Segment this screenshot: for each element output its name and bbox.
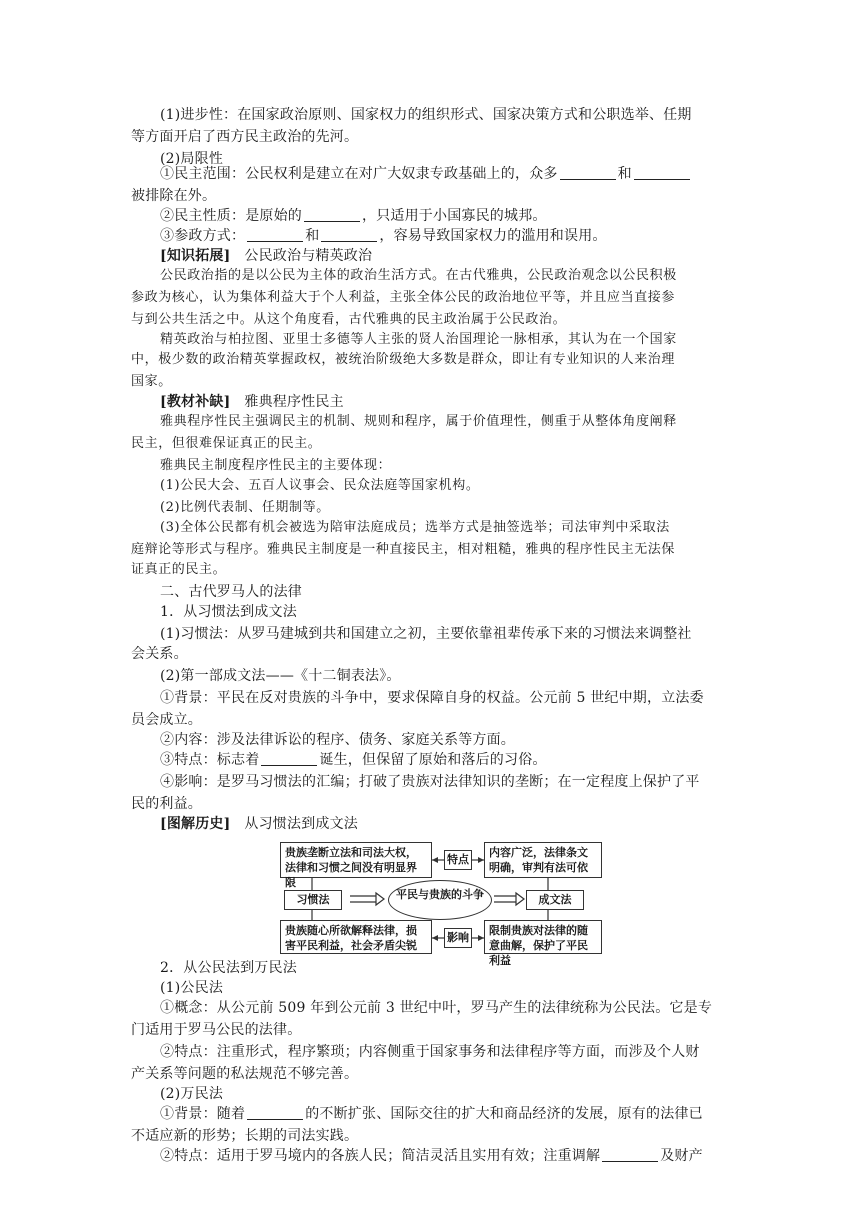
- diagram-label-traits: 特点: [444, 850, 472, 870]
- text-line: ③特点：标志着 诞生，但保留了原始和落后的习俗。: [160, 752, 547, 768]
- text-line: 精英政治与柏拉图、亚里士多德等人主张的贤人治国理论一脉相承，其认为在一个国家: [160, 332, 677, 347]
- text-line: (2)比例代表制、任期制等。: [160, 500, 330, 515]
- text-line: 与到公共生活之中。从这个角度看，古代雅典的民主政治属于公民政治。: [131, 312, 567, 327]
- fill-blank[interactable]: [247, 1105, 303, 1120]
- text-line: (2)万民法: [160, 1086, 224, 1102]
- text-line: 民的利益。: [131, 796, 202, 812]
- text-line: ④影响：是罗马习惯法的汇编；打破了贵族对法律知识的垄断；在一定程度上保护了平: [160, 774, 700, 790]
- diagram-box-customary-traits: 贵族垄断立法和司法大权，法律和习惯之间没有明显界限: [280, 842, 432, 878]
- text-line: 等方面开启了西方民主政治的先河。: [131, 129, 359, 145]
- text-line: ①民主范围：公民权利是建立在对广大奴隶专政基础上的，众多 和: [160, 164, 860, 184]
- section-heading: [教材补缺] 雅典程序性民主: [160, 394, 344, 410]
- text-line: 雅典程序性民主强调民主的机制、规则和程序，属于价值理性，侧重于从整体角度阐释: [160, 414, 677, 429]
- text-line: (2)第一部成文法——《十二铜表法》。: [160, 668, 401, 684]
- law-evolution-diagram: [280, 838, 602, 967]
- fill-blank[interactable]: [560, 165, 616, 180]
- text-line: 公民政治指的是以公民为主体的政治生活方式。在古代雅典，公民政治观念以公民积极: [160, 268, 677, 283]
- text-line: ②民主性质：是原始的 ，只适用于小国寡民的城邦。: [160, 208, 547, 224]
- text-line: (1)进步性：在国家政治原则、国家权力的组织形式、国家决策方式和公职选举、任期: [160, 107, 692, 123]
- text-line: ①背景：平民在反对贵族的斗争中，要求保障自身的权益。公元前 5 世纪中期，立法委: [160, 690, 704, 706]
- text-line: (1)公民大会、五百人议事会、民众法庭等国家机构。: [160, 478, 480, 493]
- text-line: (1)习惯法：从罗马建城到共和国建立之初，主要依靠祖辈传承下来的习惯法来调整社: [160, 626, 692, 642]
- text-line: 被排除在外。: [131, 188, 217, 204]
- text-line: ②特点：适用于罗马境内的各族人民；简洁灵活且实用有效；注重调解 及财产: [160, 1148, 703, 1164]
- text-line: 员会成立。: [131, 712, 202, 728]
- subsection-heading: 2．从公民法到万民法: [160, 960, 297, 976]
- text-line: 庭辩论等形式与程序。雅典民主制度是一种直接民主，相对粗糙，雅典的程序性民主无法保: [131, 542, 676, 557]
- text-line: 会关系。: [131, 646, 188, 662]
- fill-blank[interactable]: [261, 751, 317, 766]
- text-line: 证真正的民主。: [131, 562, 227, 577]
- diagram-node-struggle: 平民与贵族的斗争: [388, 880, 492, 920]
- section-heading: [图解历史] 从习惯法到成文法: [160, 816, 359, 832]
- text-line: ①概念：从公元前 509 年到公元前 3 世纪中叶，罗马产生的法律统称为公民法。它是专: [160, 1000, 713, 1016]
- diagram-node-customary-law: 习惯法: [284, 890, 342, 910]
- text-line: 门适用于罗马公民的法律。: [131, 1022, 302, 1038]
- text-line: ②内容：涉及法律诉讼的程序、债务、家庭关系等方面。: [160, 732, 515, 748]
- text-line: ③参政方式： 和 ，容易导致国家权力的滥用和误用。: [160, 228, 607, 244]
- subsection-heading: 1．从习惯法到成文法: [160, 604, 297, 620]
- diagram-box-customary-impact: 贵族随心所欲解释法律，损害平民利益，社会矛盾尖锐: [280, 920, 432, 954]
- diagram-box-written-traits: 内容广泛，法律条文明确，审判有法可依: [484, 842, 602, 878]
- section-heading: [知识拓展] 公民政治与精英政治: [160, 248, 373, 264]
- diagram-box-written-impact: 限制贵族对法律的随意曲解，保护了平民利益: [484, 920, 602, 954]
- text-line: 产关系等问题的私法规范不够完善。: [131, 1066, 359, 1082]
- text-line: ②特点：注重形式，程序繁琐；内容侧重于国家事务和法律程序等方面，而涉及个人财: [160, 1044, 700, 1060]
- text-line: ①背景：随着 的不断扩张、国际交往的扩大和商品经济的发展，原有的法律已: [160, 1106, 703, 1122]
- text-line: (3)全体公民都有机会被选为陪审法庭成员；选举方式是抽签选举；司法审判中采取法: [160, 520, 670, 535]
- text-line: 中，极少数的政治精英掌握政权，被统治阶级绝大多数是群众，即让有专业知识的人来治理: [131, 352, 676, 367]
- fill-blank[interactable]: [602, 1147, 658, 1162]
- fill-blank[interactable]: [304, 207, 360, 222]
- text-line: (1)公民法: [160, 980, 224, 996]
- fill-blank[interactable]: [634, 165, 690, 180]
- text-line: 不适应新的形势；长期的司法实践。: [131, 1128, 359, 1144]
- diagram-label-impact: 影响: [444, 928, 472, 948]
- diagram-node-written-law: 成文法: [526, 890, 584, 910]
- fill-blank[interactable]: [247, 227, 303, 242]
- text-line: 国家。: [131, 374, 172, 389]
- text-line: 参政为核心，认为集体利益大于个人利益，主张全体公民的政治地位平等，并且应当直接参: [131, 290, 676, 305]
- fill-blank[interactable]: [321, 227, 377, 242]
- text-line: 民主，但很难保证真正的民主。: [131, 436, 322, 451]
- text-line: 雅典民主制度程序性民主的主要体现：: [160, 458, 392, 473]
- section-heading: 二、古代罗马人的法律: [160, 584, 302, 600]
- text-line: (2)局限性: [160, 151, 224, 167]
